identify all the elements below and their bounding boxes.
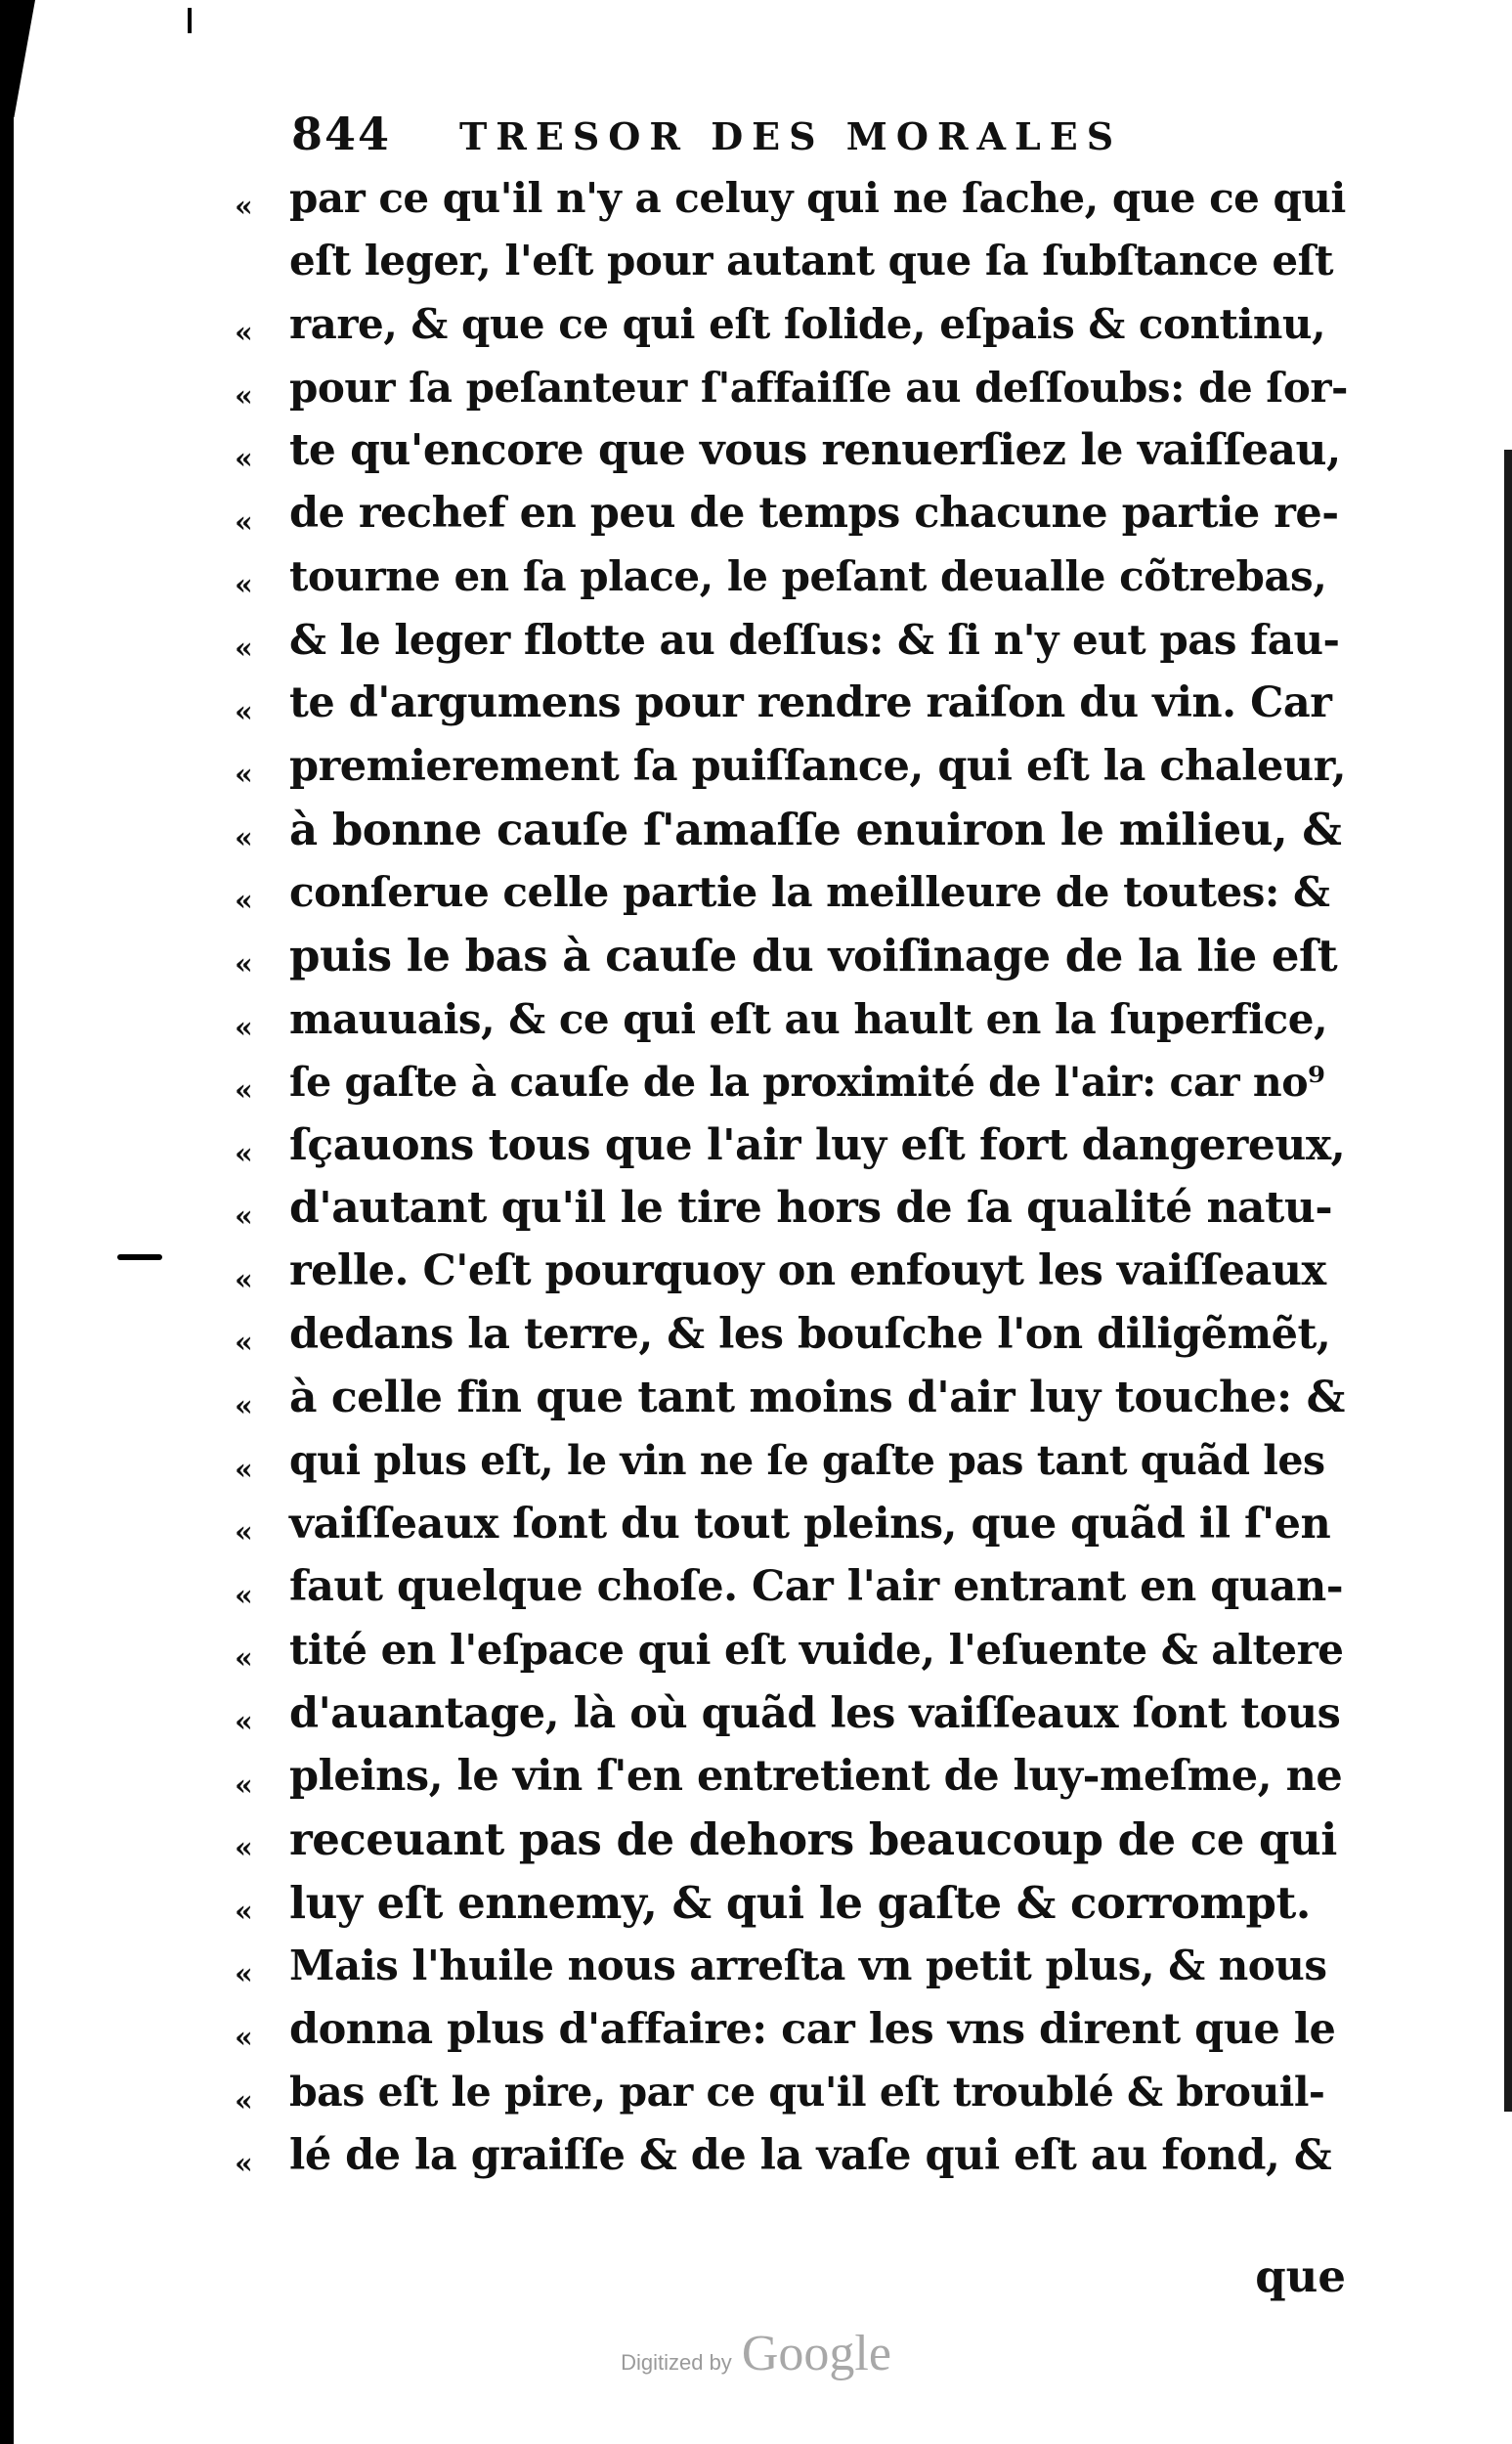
- marginal-quote-mark: «: [235, 442, 253, 477]
- marginal-quote-mark: «: [235, 820, 253, 855]
- text-line: [235, 418, 1349, 482]
- scan-left-margin: [0, 0, 14, 2444]
- marginal-quote-mark: «: [235, 1768, 253, 1803]
- line-text: faut quelque choſe. Car l'air entrant en quan-: [289, 1562, 1344, 1612]
- line-text: ſe gaſte à cauſe de la proximité de l'air: car no⁹: [289, 1058, 1325, 1106]
- text-line: [235, 1681, 1349, 1745]
- text-line: [235, 356, 1349, 419]
- marginal-quote-mark: «: [235, 504, 253, 540]
- line-text: luy eſt ennemy, & qui le gaſte & corrompt.: [289, 1876, 1311, 1929]
- line-text: te d'argumens pour rendre raiſon du vin. Car: [289, 678, 1332, 728]
- scan-left-corner: [0, 0, 35, 117]
- text-line: [235, 1808, 1349, 1871]
- text-line: [235, 861, 1349, 925]
- marginal-quote-mark: «: [235, 1515, 253, 1550]
- marginal-quote-mark: «: [235, 1073, 253, 1109]
- text-line: [235, 482, 1349, 546]
- marginal-quote-mark: «: [235, 1831, 253, 1866]
- marginal-quote-mark: «: [235, 694, 253, 729]
- marginal-quote-mark: «: [235, 2083, 253, 2118]
- line-text: d'autant qu'il le tire hors de ſa qualité natu-: [289, 1183, 1333, 1234]
- line-text: de rechef en peu de temps chacune partie re-: [289, 489, 1339, 539]
- marginal-quote-mark: «: [235, 189, 253, 224]
- line-text: à celle fin que tant moins d'air luy touche: &: [289, 1373, 1345, 1423]
- line-text: dedans la terre, & les bouſche l'on diligẽmẽt,: [289, 1309, 1331, 1359]
- line-text: receuant pas de dehors beaucoup de ce qui: [289, 1813, 1337, 1866]
- text-line: [235, 1619, 1349, 1682]
- text-line: [235, 1997, 1349, 2061]
- line-text: tité en l'eſpace qui eſt vuide, l'eſuente & altere: [289, 1626, 1344, 1675]
- scan-mark: [188, 8, 192, 33]
- marginal-quote-mark: «: [235, 631, 253, 666]
- text-line: [235, 230, 1349, 293]
- line-text: lé de la graiſſe & de la vaſe qui eſt au fond, &: [289, 2130, 1332, 2180]
- text-line: [235, 987, 1349, 1051]
- text-line: [235, 1492, 1349, 1555]
- line-text: conſerue celle partie la meilleure de toutes: &: [289, 868, 1330, 917]
- line-text: d'auantage, là où quãd les vaiſſeaux ſont tous: [289, 1688, 1341, 1738]
- text-line: [235, 1177, 1349, 1241]
- marginal-quote-mark: «: [235, 884, 253, 919]
- catchword: que: [1255, 2250, 1346, 2302]
- line-text: premierement ſa puiſſance, qui eſt la chaleur,: [289, 741, 1347, 791]
- line-text: rare, & que ce qui eſt ſolide, eſpais & continu,: [289, 299, 1326, 348]
- text-line: [235, 1113, 1349, 1177]
- text-line: [235, 608, 1349, 672]
- line-text: Mais l'huile nous arreſta vn petit plus, & nous: [289, 1942, 1327, 1990]
- marginal-quote-mark: «: [235, 315, 253, 350]
- text-line: [235, 1366, 1349, 1429]
- line-text: vaiſſeaux ſont du tout pleins, que quãd il ſ'en: [289, 1499, 1331, 1549]
- text-line: [235, 1745, 1349, 1809]
- text-line: [235, 1303, 1349, 1367]
- line-text: te qu'encore que vous renuerſiez le vaiſſeau,: [289, 425, 1341, 476]
- text-line: [235, 1555, 1349, 1619]
- text-line: [235, 546, 1349, 609]
- running-title: TRESOR DES MORALES: [459, 114, 1123, 158]
- marginal-quote-mark: «: [235, 946, 253, 982]
- marginal-quote-mark: «: [235, 1894, 253, 1929]
- line-text: donna plus d'affaire: car les vns dirent que le: [289, 2004, 1336, 2054]
- margin-dash-mark: [117, 1254, 162, 1260]
- scan-right-margin: [1504, 450, 1512, 2112]
- text-line: [235, 1240, 1349, 1303]
- marginal-quote-mark: «: [235, 1010, 253, 1045]
- marginal-quote-mark: «: [235, 1705, 253, 1740]
- text-line: [235, 2123, 1349, 2187]
- text-line: [235, 924, 1349, 987]
- text-line: [235, 672, 1349, 735]
- text-block: [235, 166, 1349, 2187]
- line-text: mauuais, & ce qui eſt au hault en la ſuperfice,: [289, 994, 1328, 1043]
- marginal-quote-mark: «: [235, 1136, 253, 1171]
- marginal-quote-mark: «: [235, 758, 253, 793]
- line-text: bas eſt le pire, par ce qu'il eſt troublé & brouil-: [289, 2069, 1325, 2117]
- text-line: [235, 798, 1349, 861]
- marginal-quote-mark: «: [235, 1389, 253, 1424]
- digitized-by-label: Digitized by: [621, 2350, 732, 2375]
- line-text: ſçauons tous que l'air luy eſt fort dangereux,: [289, 1119, 1346, 1170]
- text-line: [235, 1429, 1349, 1493]
- marginal-quote-mark: «: [235, 1641, 253, 1677]
- digitized-watermark: [0, 2325, 1512, 2382]
- marginal-quote-mark: «: [235, 2021, 253, 2056]
- marginal-quote-mark: «: [235, 378, 253, 414]
- google-logo: Google: [741, 2326, 891, 2381]
- text-line: [235, 1871, 1349, 1935]
- marginal-quote-mark: «: [235, 1200, 253, 1235]
- line-text: tourne en ſa place, le peſant deualle cõtrebas,: [289, 552, 1327, 601]
- marginal-quote-mark: «: [235, 1326, 253, 1361]
- page-header: [291, 108, 1269, 162]
- marginal-quote-mark: [235, 252, 289, 270]
- line-text: pleins, le vin ſ'en entretient de luy-meſme, ne: [289, 1752, 1343, 1802]
- marginal-quote-mark: «: [235, 1578, 253, 1613]
- marginal-quote-mark: «: [235, 1262, 253, 1297]
- line-text: pour ſa peſanteur ſ'affaiſſe au deſſoubs: de ſor-: [289, 363, 1348, 412]
- text-line: [235, 1050, 1349, 1113]
- marginal-quote-mark: «: [235, 1957, 253, 1992]
- marginal-quote-mark: «: [235, 2147, 253, 2182]
- line-text: par ce qu'il n'y a celuy qui ne ſache, que ce qui: [289, 173, 1346, 222]
- line-text: puis le bas à cauſe du voiſinage de la lie eſt: [289, 929, 1338, 982]
- line-text: relle. C'eſt pourquoy on enfouyt les vaiſſeaux: [289, 1246, 1326, 1296]
- text-line: [235, 292, 1349, 356]
- line-text: qui plus eſt, le vin ne ſe gaſte pas tant quãd les: [289, 1437, 1325, 1485]
- text-line: [235, 734, 1349, 798]
- text-line: [235, 1935, 1349, 1998]
- line-text: & le leger flotte au deſſus: & ſi n'y eut pas fau-: [289, 615, 1340, 664]
- text-line: [235, 166, 1349, 230]
- line-text: eſt leger, l'eſt pour autant que ſa ſubſtance eſt: [289, 237, 1334, 285]
- page-number: 844: [291, 108, 392, 160]
- marginal-quote-mark: «: [235, 568, 253, 603]
- line-text: à bonne cauſe ſ'amaſſe enuiron le milieu, &: [289, 803, 1342, 855]
- marginal-quote-mark: «: [235, 1452, 253, 1487]
- text-line: [235, 2061, 1349, 2124]
